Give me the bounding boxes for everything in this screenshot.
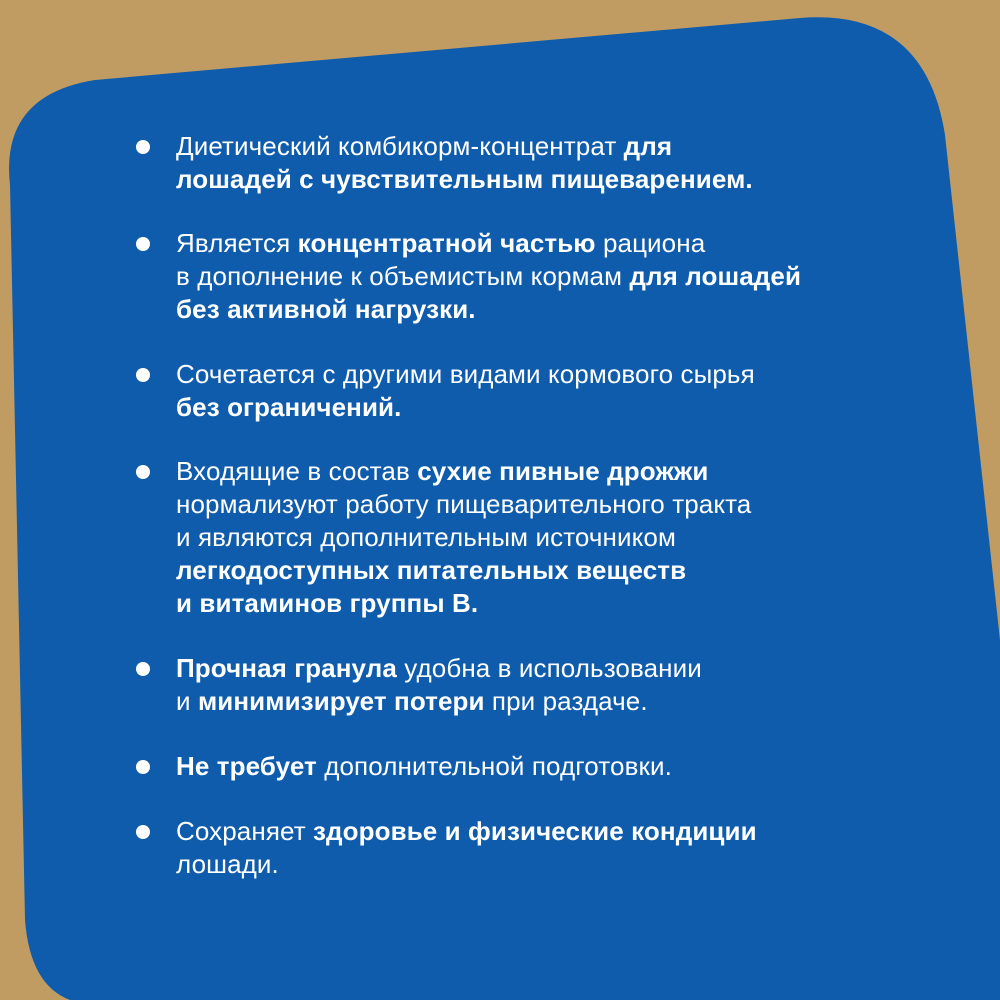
regular-text: дополнительной подготовки. [316, 751, 672, 781]
regular-text: нормализуют работу пищеварительного тракта [176, 489, 752, 519]
feature-item [136, 750, 672, 783]
bullet-dot-icon [136, 662, 150, 676]
regular-text: Диетический комбикорм-концентрат [176, 131, 624, 161]
feature-line [176, 455, 751, 488]
feature-line [176, 391, 755, 424]
feature-line [176, 587, 751, 620]
regular-text: лошади. [176, 849, 279, 879]
feature-line [176, 848, 757, 881]
feature-item [136, 358, 755, 424]
feature-line [176, 750, 672, 783]
regular-text: и [176, 686, 198, 716]
bold-text: для [623, 131, 673, 161]
feature-line [176, 815, 757, 848]
feature-line [176, 554, 751, 587]
feature-line [176, 130, 753, 163]
feature-line [176, 293, 801, 326]
bullet-dot-icon [136, 368, 150, 382]
feature-line [176, 521, 751, 554]
bold-text: без активной нагрузки. [176, 294, 476, 324]
regular-text: в дополнение к объемистым кормам [176, 261, 630, 291]
regular-text: рациона [595, 228, 706, 258]
regular-text: Сохраняет [176, 816, 314, 846]
bullet-dot-icon [136, 465, 150, 479]
feature-line [176, 488, 751, 521]
feature-line [176, 358, 755, 391]
regular-text: Сочетается с другими видами кормового сырья [176, 359, 755, 389]
feature-line [176, 685, 702, 718]
regular-text: при раздаче. [484, 686, 648, 716]
bold-text: Прочная гранула [176, 653, 397, 683]
feature-item [136, 227, 801, 326]
bullet-dot-icon [136, 237, 150, 251]
feature-item [136, 652, 702, 718]
bullet-dot-icon [136, 825, 150, 839]
feature-line [176, 260, 801, 293]
feature-item [136, 455, 751, 620]
feature-line [176, 652, 702, 685]
feature-line [176, 227, 801, 260]
bold-text: концентратной частью [297, 228, 596, 258]
bold-text: сухие пивные дрожжи [417, 456, 709, 486]
bold-text: для лошадей [629, 261, 802, 291]
feature-item [136, 815, 757, 881]
bold-text: здоровье и физические кондиции [313, 816, 757, 846]
bold-text: и витаминов группы В. [176, 588, 479, 618]
bullet-dot-icon [136, 760, 150, 774]
bullet-dot-icon [136, 140, 150, 154]
regular-text: Является [176, 228, 298, 258]
regular-text: удобна в использовании [396, 653, 702, 683]
bold-text: лошадей с чувствительным пищеварением. [176, 164, 753, 194]
feature-line [176, 163, 753, 196]
bold-text: минимизирует потери [197, 686, 485, 716]
feature-item [136, 130, 753, 196]
bold-text: Не требует [176, 751, 317, 781]
regular-text: Входящие в состав [176, 456, 418, 486]
bold-text: легкодоступных питательных веществ [176, 555, 687, 585]
bold-text: без ограничений. [176, 392, 402, 422]
regular-text: и являются дополнительным источником [176, 522, 676, 552]
